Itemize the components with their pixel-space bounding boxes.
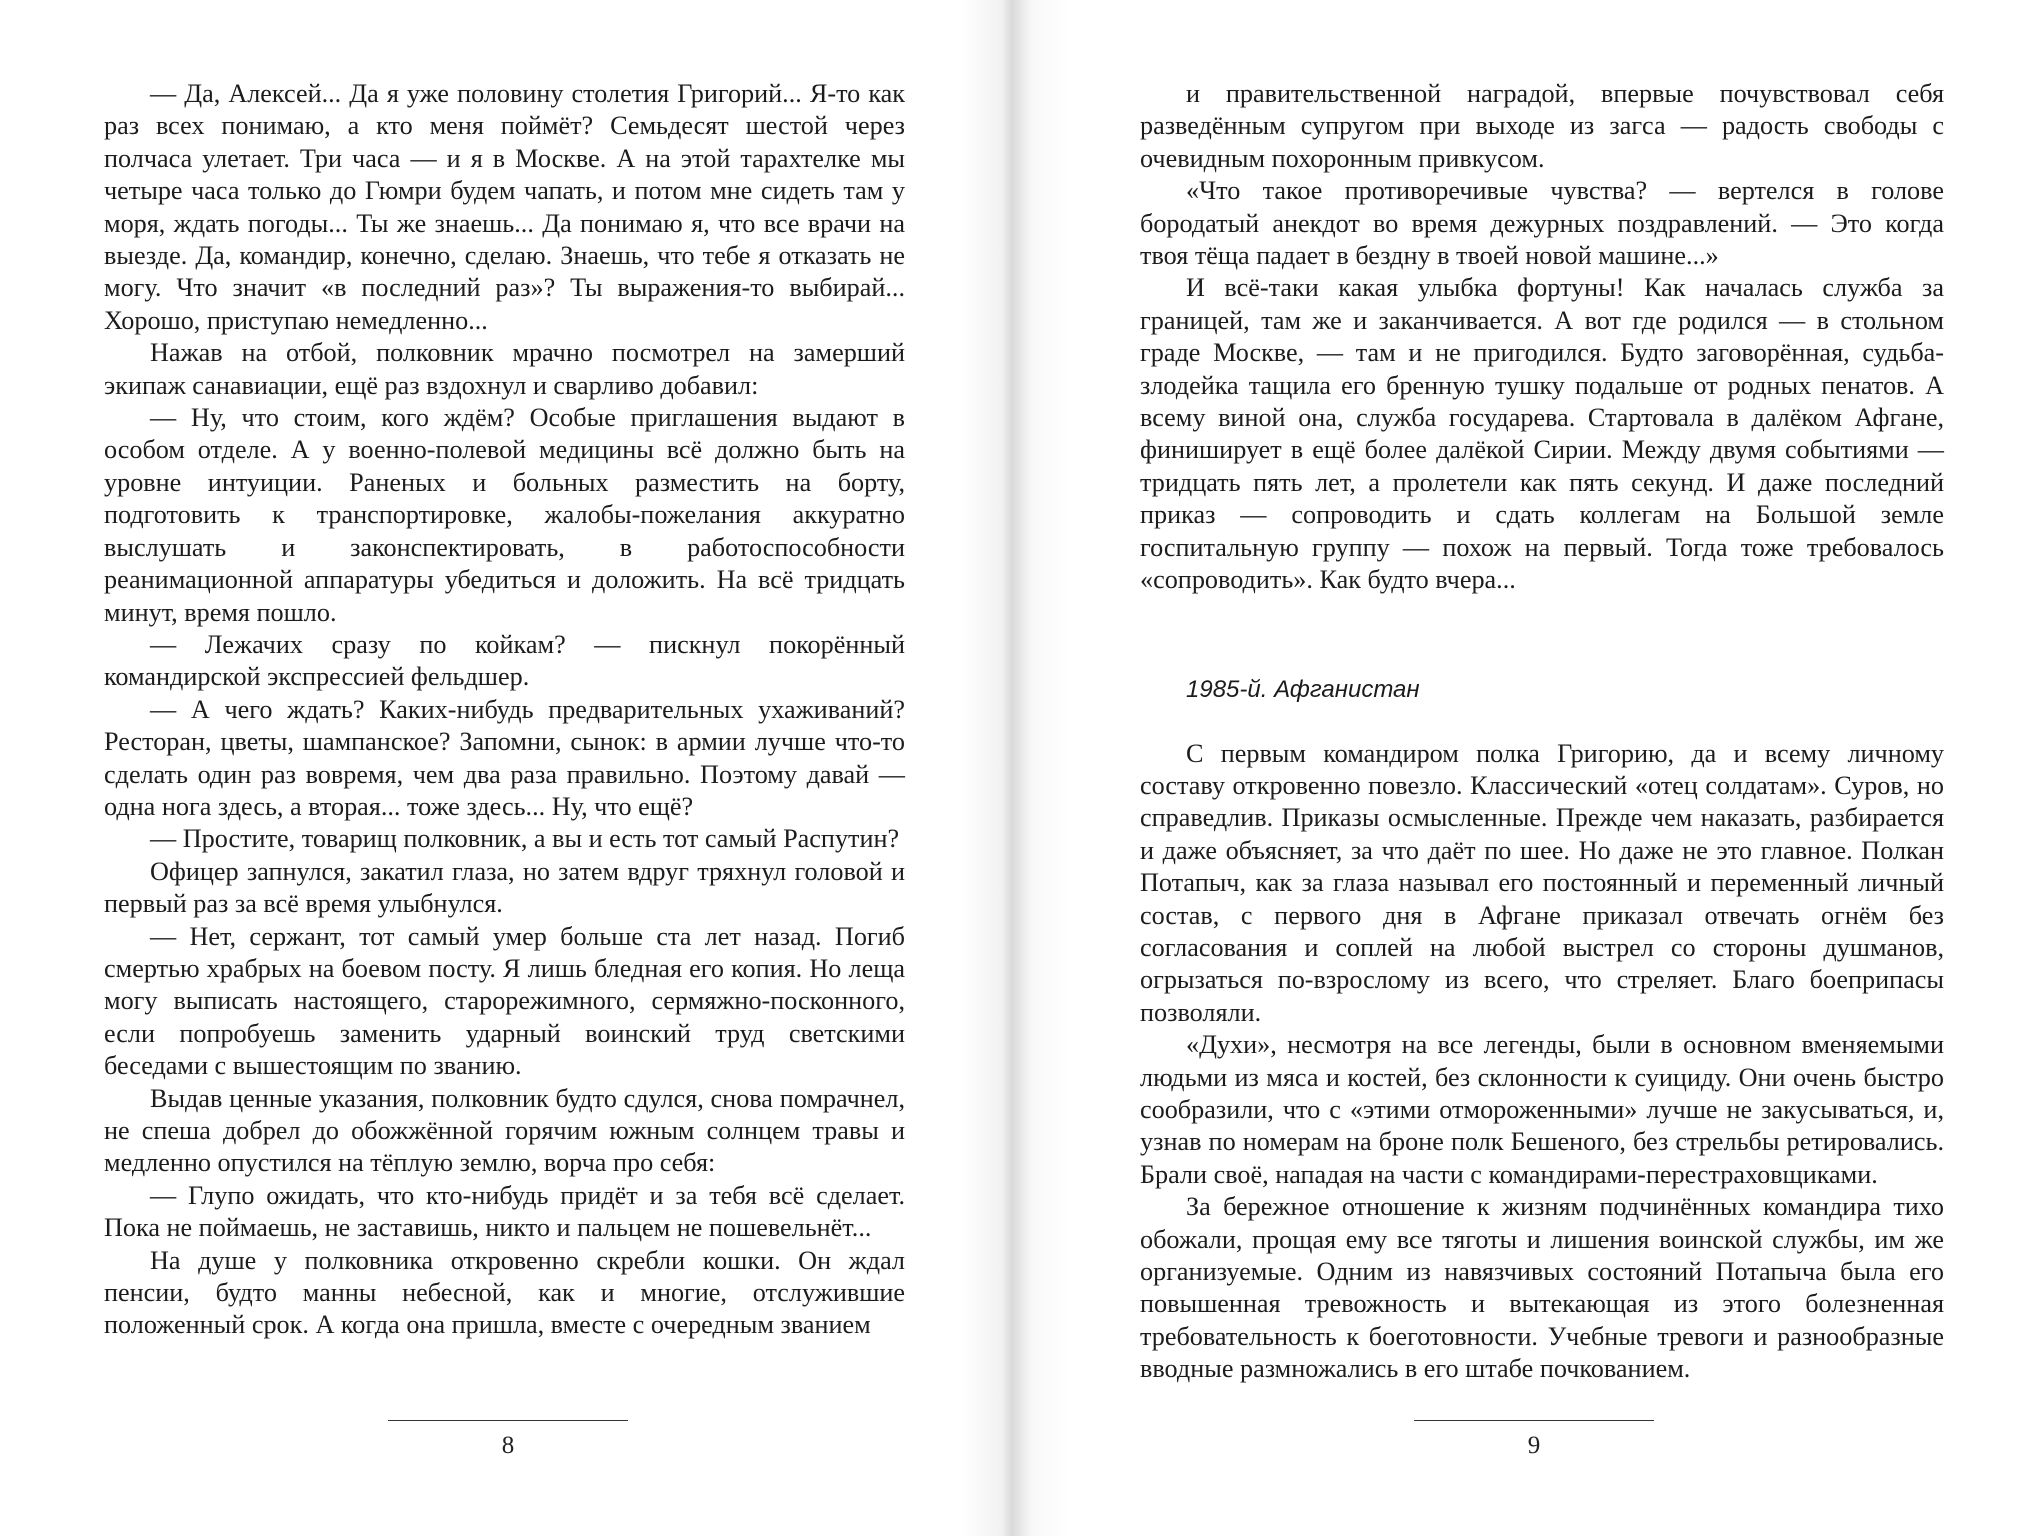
paragraph: И всё-таки какая улыбка фортуны! Как началась служба за границей, там же и заканчивается. А вот где родился — в стольном граде Москве, — там и не пригодился. Будто заговорённая, судьба-злодейка тащила его бренную тушку подальше от родных пенатов. А всему виной она, служба государева. Стартовала в далёком Афгане, финиширует в ещё более далёкой Сирии. Между двумя событиями — тридцать пять лет, а пролетели как пять секунд. И даже последний приказ — сопроводить и сдать коллегам на Большой земле госпитальную группу — похож на первый. Тогда тоже требовалось «сопроводить». Как будто вчера... [1140,273,1944,595]
paragraph: С первым командиром полка Григорию, да и всему личному составу откровенно повезло. Классический «отец солдатам». Суров, но справедлив. Приказы осмысленные. Прежде чем наказать, разбирается и даже объясняет, за что даёт по шее. Но даже не это главное. Полкан Потапыч, как за глаза называл его постоянный и переменный личный состав, с первого дня в Афгане приказал отвечать огнём без согласования и соплей на любой выстрел со стороны душманов, огрызаться по-взрослому из всего, что стреляет. Благо боеприпасы позволяли. [1140,738,1944,1027]
footer-rule [388,1420,628,1421]
paragraph: — Да, Алексей... Да я уже половину столетия Григорий... Я-то как раз всех понимаю, а кто меня поймёт? Семьдесят шестой через полчаса улетает. Три часа — и я в Москве. А на этой тарахтелке мы четыре часа только до Гюмри будем чапать, и потом мне сидеть там у моря, ждать погоды... Ты же знаешь... Да понимаю я, что все врачи на выезде. Да, командир, конечно, сделаю. Знаешь, что тебе я отказать не могу. Что значит «в последний раз»? Ты выражения-то выбирай... Хорошо, приступаю немедленно... [104,79,905,335]
right-page-text [1140,78,1944,1386]
paragraph: — Ну, что стоим, кого ждём? Особые приглашения выдают в особом отделе. А у военно-полевой медицины всё должно быть на уровне интуиции. Раненых и больных разместить на борту, подготовить к транспортировке, жалобы-пожелания аккуратно выслушать и законспектировать, в работоспособности реанимационной аппаратуры убедиться и доложить. На всё тридцать минут, время пошло. [104,403,905,627]
page-number: 9 [1527,1432,1541,1459]
left-page [0,0,1005,1536]
paragraph: «Что такое противоречивые чувства? — вертелся в голове бородатый анекдот во время дежурных поздравлений. — Это когда твоя тёща падает в бездну в твоей новой машине...» [1140,176,1944,271]
footer-rule [1414,1420,1654,1421]
paragraph: — Лежачих сразу по койкам? — пискнул покорённый командирской экспрессией фельдшер. [104,629,905,692]
paragraph: — А чего ждать? Каких-нибудь предварительных ухаживаний? Ресторан, цветы, шампанское? Запомни, сынок: в армии лучше что-то сделать один раз вовремя, чем два раза правильно. Поэтому давай — одна нога здесь, а вторая... тоже здесь... Ну, что ещё? [104,694,905,821]
paragraph: Нажав на отбой, полковник мрачно посмотрел на замерший экипаж санавиации, ещё раз вздохнул и сварливо добавил: [104,338,905,400]
paragraph: На душе у полковника откровенно скребли кошки. Он ждал пенсии, будто манны небесной, как и многие, отслужившие положенный срок. А когда она пришла, вместе с очередным званием [104,1245,905,1340]
paragraph: — Простите, товарищ полковник, а вы и есть тот самый Распутин? [150,824,900,854]
paragraph: и правительственной наградой, впервые почувствовал себя разведённым супругом при выходе из загса — радость свободы с очевидным похоронным привкусом. [1140,79,1944,173]
paragraph: Выдав ценные указания, полковник будто сдулся, снова помрачнел, не спеша добрел до обожжённой горячим южным солнцем травы и медленно опустился на тёплую землю, ворча про себя: [104,1083,905,1178]
page-number: 8 [501,1432,515,1459]
right-page [1016,0,2028,1536]
paragraph: Офицер запнулся, закатил глаза, но затем вдруг тряхнул головой и первый раз за всё время улыбнулся. [104,856,905,919]
paragraph: За бережное отношение к жизням подчинённых командира тихо обожали, прощая ему все тяготы и лишения воинской службы, им же организуемые. Одним из навязчивых состояний Потапыча была его повышенная тревожность и вытекающая из этого болезненная требовательность к боеготовности. Учебные тревоги и разнообразные вводные размножались в его штабе почкованием. [1140,1192,1944,1384]
paragraph: — Глупо ожидать, что кто-нибудь придёт и за тебя всё сделает. Пока не поймаешь, не заставишь, никто и пальцем не пошевельнёт... [104,1180,905,1243]
paragraph: «Духи», несмотря на все легенды, были в основном вменяемыми людьми из мяса и костей, без склонности к суициду. Они очень быстро сообразили, что с «этими отмороженными» лучше не закусываться, и, узнав по номерам на броне полк Бешеного, без стрельбы ретировались. Брали своё, нападая на части с командирами-перестраховщиками. [1140,1030,1944,1189]
paragraph: — Нет, сержант, тот самый умер больше ста лет назад. Погиб смертью храбрых на боевом посту. Я лишь бледная его копия. Но леща могу выписать настоящего, старорежимного, сермяжно-посконного, если попробуешь заменить ударный воинский труд светскими беседами с вышестоящим по званию. [104,921,905,1081]
section-heading: 1985-й. Афганистан [1186,675,1420,703]
left-page-text [104,78,905,1342]
